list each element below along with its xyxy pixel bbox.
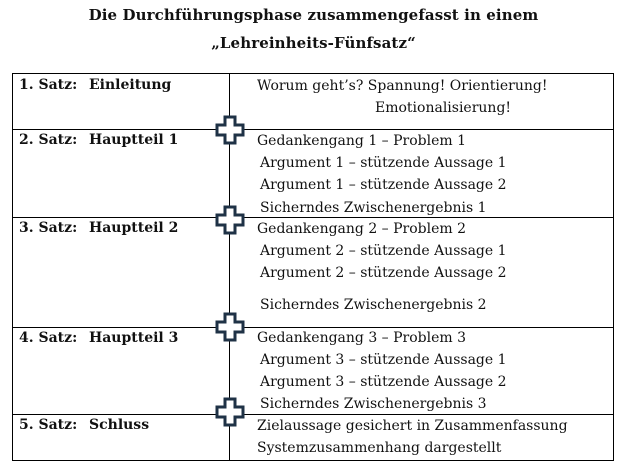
row-1-line-2: Emotionalisierung!	[375, 100, 512, 116]
page-subtitle: „Lehreinheits-Fünfsatz“	[211, 34, 416, 52]
plus-cross-icon	[215, 205, 245, 235]
row-1-line-1: Worum geht’s? Spannung! Orientierung!	[257, 78, 548, 94]
row-4-line-2: Argument 3 – stützende Aussage 1	[260, 352, 507, 368]
row-3-line-3: Argument 2 – stützende Aussage 2	[260, 265, 507, 281]
row-3-line-2: Argument 2 – stützende Aussage 1	[260, 243, 507, 259]
row-4-line-1: Gedankengang 3 – Problem 3	[257, 330, 467, 346]
row-2-line-4: Sicherndes Zwischenergebnis 1	[260, 200, 487, 216]
row-label-1: 1. Satz: Einleitung	[19, 77, 172, 93]
row-label-2: 2. Satz: Hauptteil 1	[19, 132, 179, 148]
row-label-3: 3. Satz: Hauptteil 2	[19, 220, 179, 236]
row-3-line-4: Sicherndes Zwischenergebnis 2	[260, 297, 487, 313]
plus-cross-icon	[215, 115, 245, 145]
page-title: Die Durchführungsphase zusammengefasst in einem	[88, 6, 539, 24]
row-2-line-3: Argument 1 – stützende Aussage 2	[260, 177, 507, 193]
row-5-line-1: Zielaussage gesichert in Zusammenfassung	[257, 418, 568, 434]
row-divider-1	[13, 129, 613, 130]
row-divider-3	[13, 327, 613, 328]
row-4-line-4: Sicherndes Zwischenergebnis 3	[260, 396, 487, 412]
row-2-line-1: Gedankengang 1 – Problem 1	[257, 133, 467, 149]
row-3-line-1: Gedankengang 2 – Problem 2	[257, 221, 467, 237]
row-label-4: 4. Satz: Hauptteil 3	[19, 330, 179, 346]
row-5-line-2: Systemzusammenhang dargestellt	[257, 440, 502, 456]
row-label-5: 5. Satz: Schluss	[19, 417, 150, 433]
row-divider-4	[13, 414, 613, 415]
row-divider-2	[13, 217, 613, 218]
five-sentence-table	[12, 73, 614, 461]
plus-cross-icon	[215, 397, 245, 427]
row-4-line-3: Argument 3 – stützende Aussage 2	[260, 374, 507, 390]
row-2-line-2: Argument 1 – stützende Aussage 1	[260, 155, 507, 171]
plus-cross-icon	[215, 312, 245, 342]
